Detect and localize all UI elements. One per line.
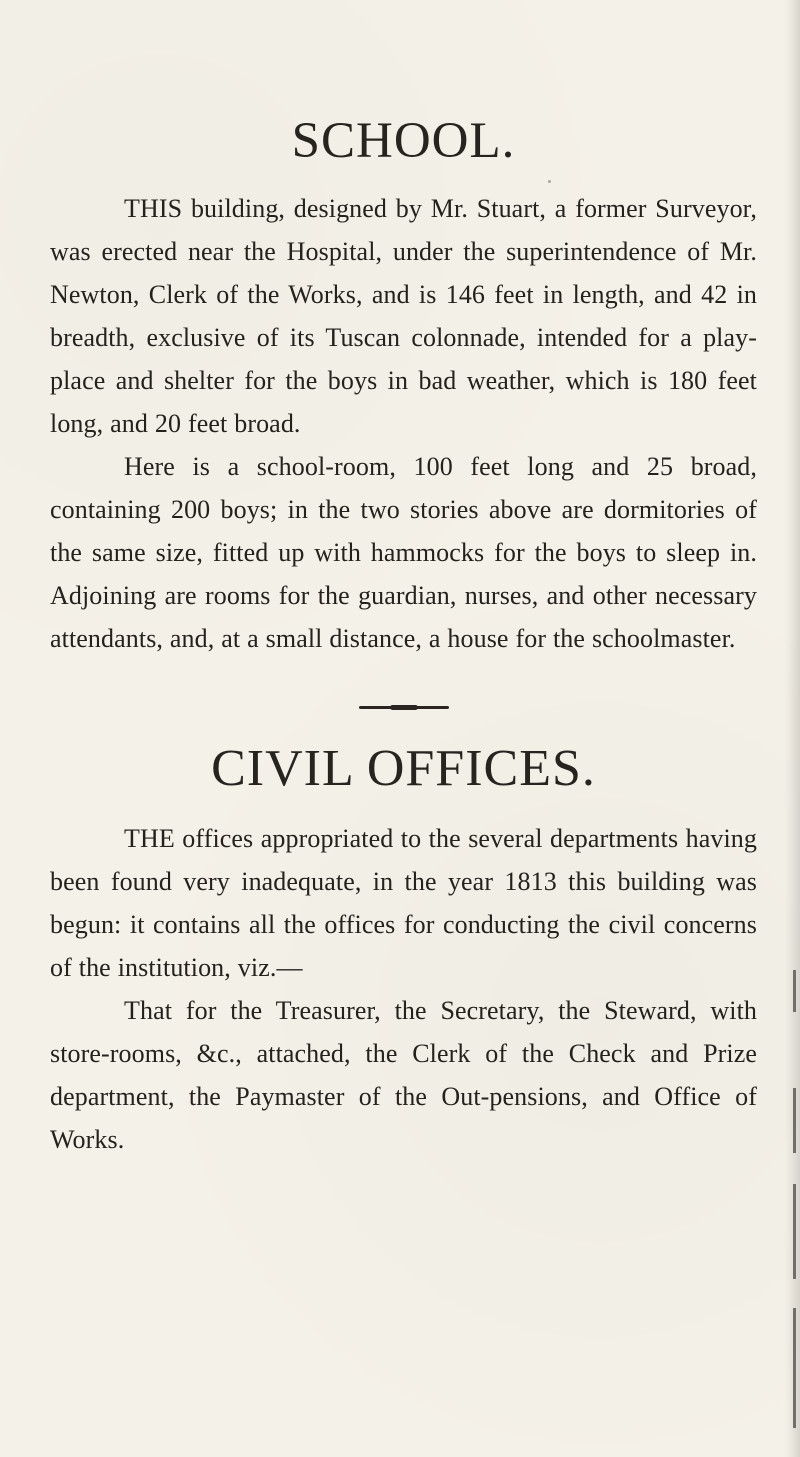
page-right-edge-shadow: [784, 0, 800, 1457]
edge-ink-mark: [793, 1308, 796, 1428]
school-heading: SCHOOL.: [291, 113, 516, 169]
document-content: [50, 113, 757, 1161]
section-divider-wrap: [50, 706, 757, 709]
school-paragraph-1: THIS building, designed by Mr. Stuart, a former Surveyor, was erected near the Hospital, under the superintendence of Mr. Newton, Clerk of the Works, and is 146 feet in length, and 42 in breadth, exclusive of its Tuscan colonnade, intended for a play-place and shelter for the boys in bad weather, which is 180 feet long, and 20 feet broad.: [50, 194, 757, 438]
edge-ink-mark: [793, 970, 796, 1012]
edge-ink-mark: [793, 1088, 796, 1153]
civil-offices-paragraph-2: That for the Treasurer, the Secretary, the Steward, with store-rooms, &c., attached, the Clerk of the Check and Prize department, the Paymaster of the Out-pensions, and Office of Works.: [50, 996, 757, 1154]
school-paragraph-2: Here is a school-room, 100 feet long and 25 broad, containing 200 boys; in the two stories above are dormitories of the same size, fitted up with hammocks for the boys to sleep in. Adjoining are rooms for the guardian, nurses, and other necessary attendants, and, at a small distance, a house for the schoolmaster.: [50, 452, 757, 653]
civil-offices-paragraph-1: THE offices appropriated to the several departments having been found very inadequate, in the year 1813 this building was begun: it contains all the offices for conducting the civil concerns of the institution, viz.—: [50, 824, 757, 982]
civil-offices-heading: CIVIL OFFICES.: [211, 740, 596, 797]
section-divider: [359, 706, 449, 709]
edge-ink-mark: [793, 1184, 796, 1279]
